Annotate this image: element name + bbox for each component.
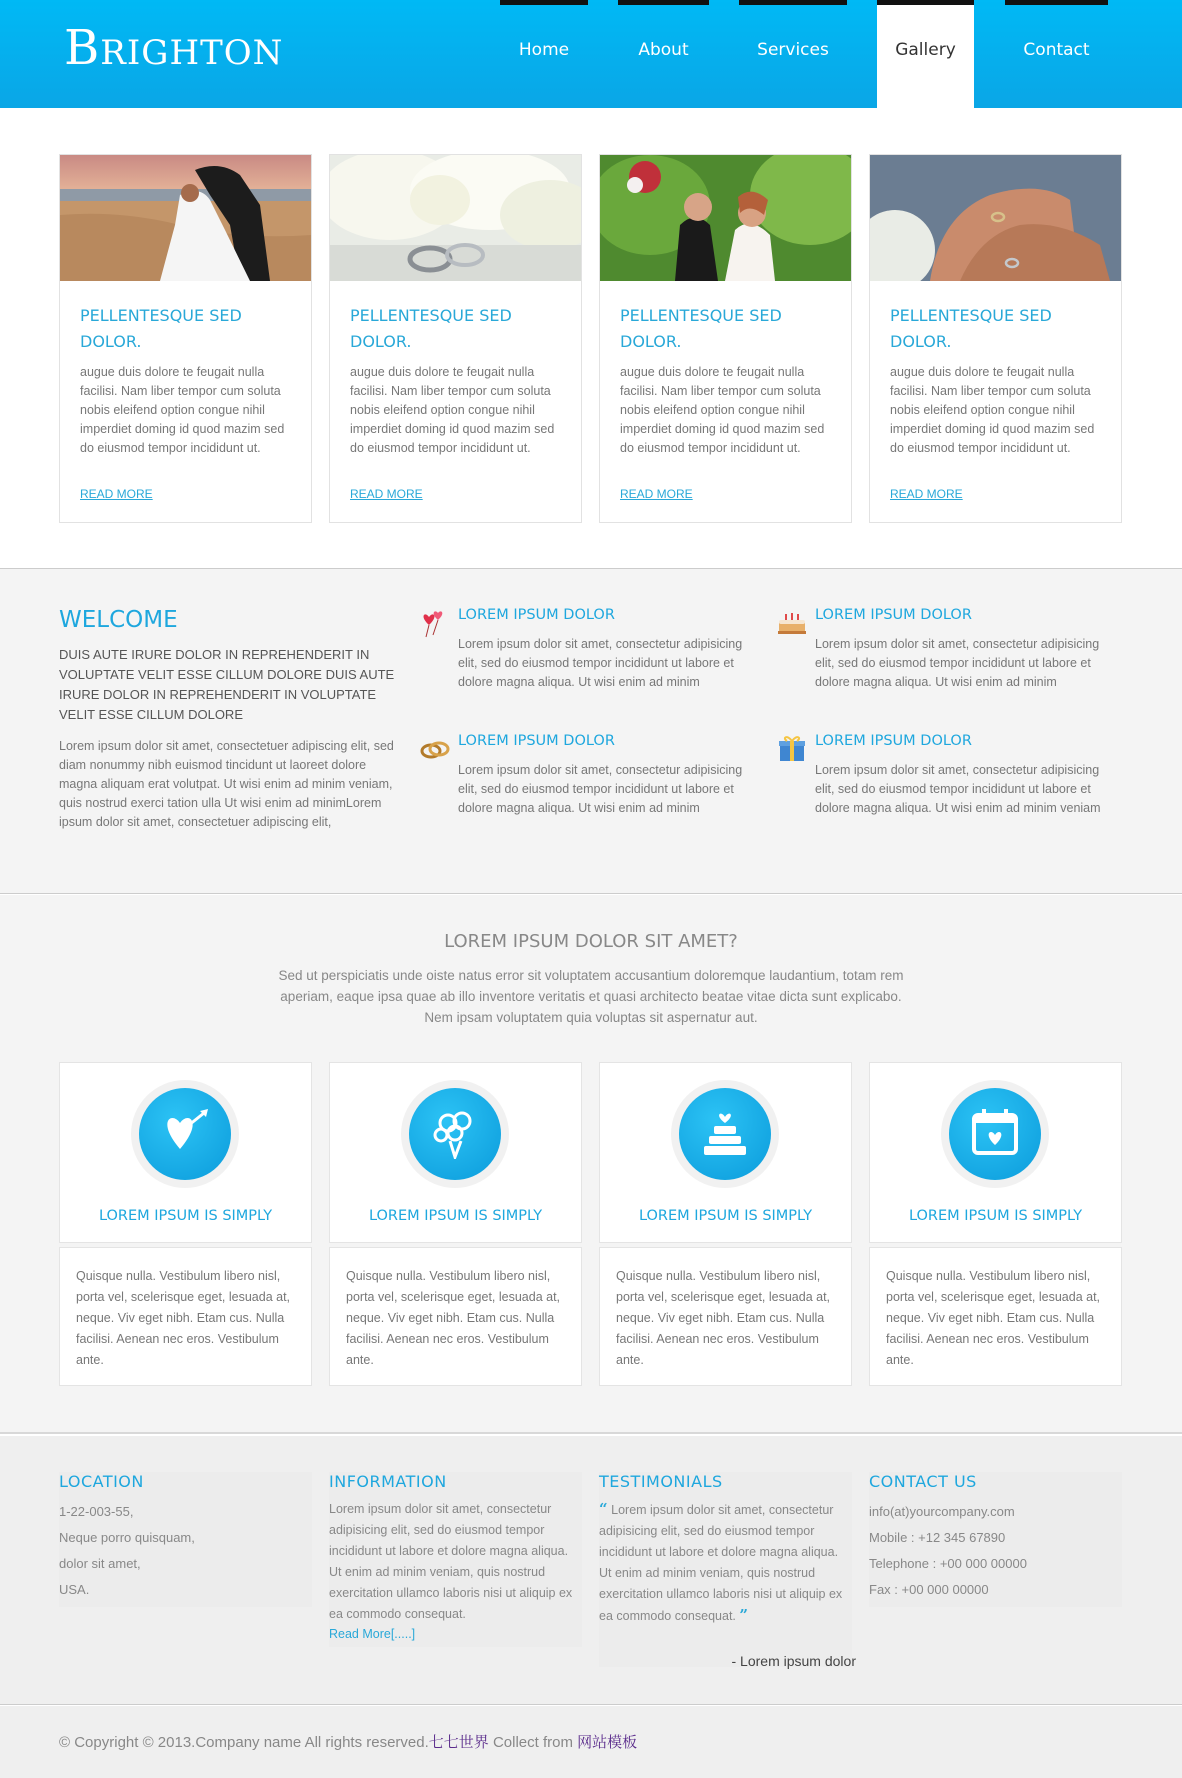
calendar-heart-icon [968,1105,1022,1164]
service-title: LOREM IPSUM IS SIMPLY [368,1208,543,1224]
service-title: LOREM IPSUM IS SIMPLY [908,1208,1083,1224]
read-more-link[interactable]: READ MORE [620,487,693,501]
welcome-title: WELCOME [59,607,178,633]
service-card[interactable] [329,1062,582,1243]
welcome-body: Lorem ipsum dolor sit amet, consectetuer adipiscing elit, sed diam nonummy nibh euismod tincidunt ut laoreet dolore magna aliquam erat volutpat. Ut wisi enim ad minim veniam, quis nostrud exerci tation ulla Ut wisi enim ad minimLorem ipsum dolor sit amet, consectetuer adipiscing elit, [59,739,394,829]
nav-about[interactable] [618,0,709,108]
nav-gallery[interactable] [877,0,974,108]
gallery-card [599,154,852,523]
copyright-bar [0,1706,1182,1778]
nav-home[interactable] [500,0,588,108]
address-line: USA. [59,1582,90,1597]
footer-contact-title: CONTACT US [869,1472,977,1491]
card-text: augue duis dolore te feugait nulla facilisi. Nam liber tempor cum soluta nobis eleifend option congue nihil imperdiet doming id quod mazim sed do eiusmod tempor incididunt ut. [80,365,285,455]
address-line: Neque porro quisquam, [59,1530,195,1545]
feature-item [458,733,758,818]
read-more-link[interactable]: READ MORE [350,487,423,501]
footer-location [59,1472,312,1607]
services-title: LOREM IPSUM DOLOR SIT AMET? [444,931,738,952]
service-title: LOREM IPSUM IS SIMPLY [98,1208,273,1224]
card-title: PELLENTESQUE SED DOLOR. [80,306,242,351]
copyright-text [59,1731,637,1752]
service-description [59,1247,312,1386]
nav-contact[interactable] [1005,0,1108,108]
service-icon-circle [941,1080,1049,1188]
copyright-link-2[interactable]: 网站模板 [577,1734,638,1751]
gallery-card [329,154,582,523]
card-text: augue duis dolore te feugait nulla facilisi. Nam liber tempor cum soluta nobis eleifend option congue nihil imperdiet doming id quod mazim sed do eiusmod tempor incididunt ut. [350,365,555,455]
nav-label: Contact [1023,40,1090,60]
nav-top-bar [1005,0,1108,5]
testimonial-body: Lorem ipsum dolor sit amet, consectetur adipisicing elit, sed do eiusmod tempor incididunt ut labore et dolore magna aliqua. Ut enim ad minim veniam, quis nostrud exercitation ullamco laboris nisi ut aliquip ex ea commodo consequat. [599,1503,843,1623]
nav-label: Services [757,40,829,60]
gift-icon [775,731,809,765]
nav-top-bar [500,0,588,5]
service-icon-circle [401,1080,509,1188]
contact-telephone: Telephone : +00 000 00000 [869,1556,1027,1571]
card-title: PELLENTESQUE SED DOLOR. [350,306,512,351]
gallery-card [59,154,312,523]
testimonial-text [599,1499,852,1627]
card-title: PELLENTESQUE SED DOLOR. [890,306,1052,351]
feature-title: LOREM IPSUM DOLOR [815,733,972,749]
testimonial-author: - Lorem ipsum dolor [731,1653,856,1669]
address-line: dolor sit amet, [59,1556,141,1571]
feature-title: LOREM IPSUM DOLOR [458,607,615,623]
nav-services[interactable] [739,0,847,108]
card-text: augue duis dolore te feugait nulla facilisi. Nam liber tempor cum soluta nobis eleifend option congue nihil imperdiet doming id quod mazim sed do eiusmod tempor incididunt ut. [620,365,825,455]
service-description [869,1247,1122,1386]
card-photo-rings-flowers[interactable] [330,155,581,281]
copyright-middle: Collect from [488,1734,578,1751]
service-text: Quisque nulla. Vestibulum libero nisl, porta vel, scelerisque eget, lesuada at, neque. Viv eget nibh. Etam cus. Nulla facilisi. Aenean nec eros. Vestibulum ante. [76,1269,291,1367]
services-section [0,895,1182,1434]
services-subtitle: Sed ut perspiciatis unde oiste natus error sit voluptatem accusantium doloremque laudantium, totam rem aperiam, eaque ipsa quae ab illo inventore veritatis et quasi architecto beatae vitae dicta sunt explicabo. Nem ipsam voluptatem quia voluptas sit aspernatur aut. [278,968,904,1025]
feature-text: Lorem ipsum dolor sit amet, consectetur adipisicing elit, sed do eiusmod tempor incididunt ut labore et dolore magna aliqua. Ut wisi enim ad minim [458,637,743,689]
nav-label: Gallery [895,40,956,60]
address-line: 1-22-003-55, [59,1504,134,1519]
read-more-link[interactable]: Read More[.....] [329,1627,416,1641]
nav-label: Home [518,40,570,60]
feature-item [815,607,1115,692]
card-photo-beach-wedding[interactable] [60,155,311,281]
site-logo[interactable]: Brighton [64,20,284,76]
close-quote-icon: ” [739,1606,749,1624]
footer-info-section [0,1436,1182,1705]
nav-top-bar [618,0,709,5]
nav-top-bar [739,0,847,5]
site-header [0,0,1182,108]
bouquet-icon [428,1105,482,1164]
wedding-cake-icon [698,1105,752,1164]
feature-item [458,607,758,692]
copyright-link-1[interactable]: 七七世界 [428,1734,489,1751]
gallery-card [869,154,1122,523]
service-icon-circle [131,1080,239,1188]
card-photo-bride-groom[interactable] [600,155,851,281]
read-more-link[interactable]: READ MORE [890,487,963,501]
service-card[interactable] [599,1062,852,1243]
open-quote-icon: “ [599,1500,608,1518]
copyright-label: © Copyright © 2013.Company name All rights reserved. [59,1734,429,1751]
service-text: Quisque nulla. Vestibulum libero nisl, porta vel, scelerisque eget, lesuada at, neque. Viv eget nibh. Etam cus. Nulla facilisi. Aenean nec eros. Vestibulum ante. [886,1269,1101,1367]
feature-title: LOREM IPSUM DOLOR [458,733,615,749]
card-photo-hands-rings[interactable] [870,155,1121,281]
read-more-link[interactable]: READ MORE [80,487,153,501]
footer-testimonials-title: TESTIMONIALS [599,1472,723,1491]
contact-fax: Fax : +00 000 00000 [869,1582,989,1597]
service-icon-circle [671,1080,779,1188]
service-text: Quisque nulla. Vestibulum libero nisl, porta vel, scelerisque eget, lesuada at, neque. Viv eget nibh. Etam cus. Nulla facilisi. Aenean nec eros. Vestibulum ante. [616,1269,831,1367]
heart-balloons-icon [418,605,452,639]
service-title: LOREM IPSUM IS SIMPLY [638,1208,813,1224]
cake-icon [775,605,809,639]
feature-text: Lorem ipsum dolor sit amet, consectetur adipisicing elit, sed do eiusmod tempor incididunt ut labore et dolore magna aliqua. Ut wisi enim ad minim [458,763,743,815]
feature-item [815,733,1115,818]
contact-mobile: Mobile : +12 345 67890 [869,1530,1006,1545]
feature-title: LOREM IPSUM DOLOR [815,607,972,623]
footer-testimonials [599,1472,856,1669]
welcome-lead: DUIS AUTE IRURE DOLOR IN REPREHENDERIT IN VOLUPTATE VELIT ESSE CILLUM DOLORE DUIS AUTE IRURE DOLOR IN REPREHENDERIT IN VOLUPTATE VELIT ESSE CILLUM DOLORE [59,647,395,722]
heart-arrow-icon [158,1105,212,1164]
rings-icon [418,731,452,765]
feature-text: Lorem ipsum dolor sit amet, consectetur adipisicing elit, sed do eiusmod tempor incididunt ut labore et dolore magna aliqua. Ut wisi enim ad minim veniam [815,763,1101,815]
service-card[interactable] [59,1062,312,1243]
contact-email[interactable]: info(at)yourcompany.com [869,1504,1015,1519]
card-title: PELLENTESQUE SED DOLOR. [620,306,782,351]
welcome-section [0,568,1182,894]
service-description [329,1247,582,1386]
service-card[interactable] [869,1062,1122,1243]
footer-information [329,1472,582,1647]
nav-top-bar [877,0,974,5]
information-text: Lorem ipsum dolor sit amet, consectetur adipisicing elit, sed do eiusmod tempor incididunt ut labore et dolore magna aliqua. Ut enim ad minim veniam, quis nostrud exercitation ullamco laboris nisi ut aliquip ex ea commodo consequat. [329,1502,573,1621]
service-text: Quisque nulla. Vestibulum libero nisl, porta vel, scelerisque eget, lesuada at, neque. Viv eget nibh. Etam cus. Nulla facilisi. Aenean nec eros. Vestibulum ante. [346,1269,561,1367]
footer-contact [869,1472,1122,1607]
service-description [599,1247,852,1386]
nav-label: About [638,40,689,60]
footer-information-title: INFORMATION [329,1472,447,1491]
footer-location-title: LOCATION [59,1472,144,1491]
feature-text: Lorem ipsum dolor sit amet, consectetur adipisicing elit, sed do eiusmod tempor incididunt ut labore et dolore magna aliqua. Ut wisi enim ad minim [815,637,1100,689]
card-text: augue duis dolore te feugait nulla facilisi. Nam liber tempor cum soluta nobis eleifend option congue nihil imperdiet doming id quod mazim sed do eiusmod tempor incididunt ut. [890,365,1095,455]
